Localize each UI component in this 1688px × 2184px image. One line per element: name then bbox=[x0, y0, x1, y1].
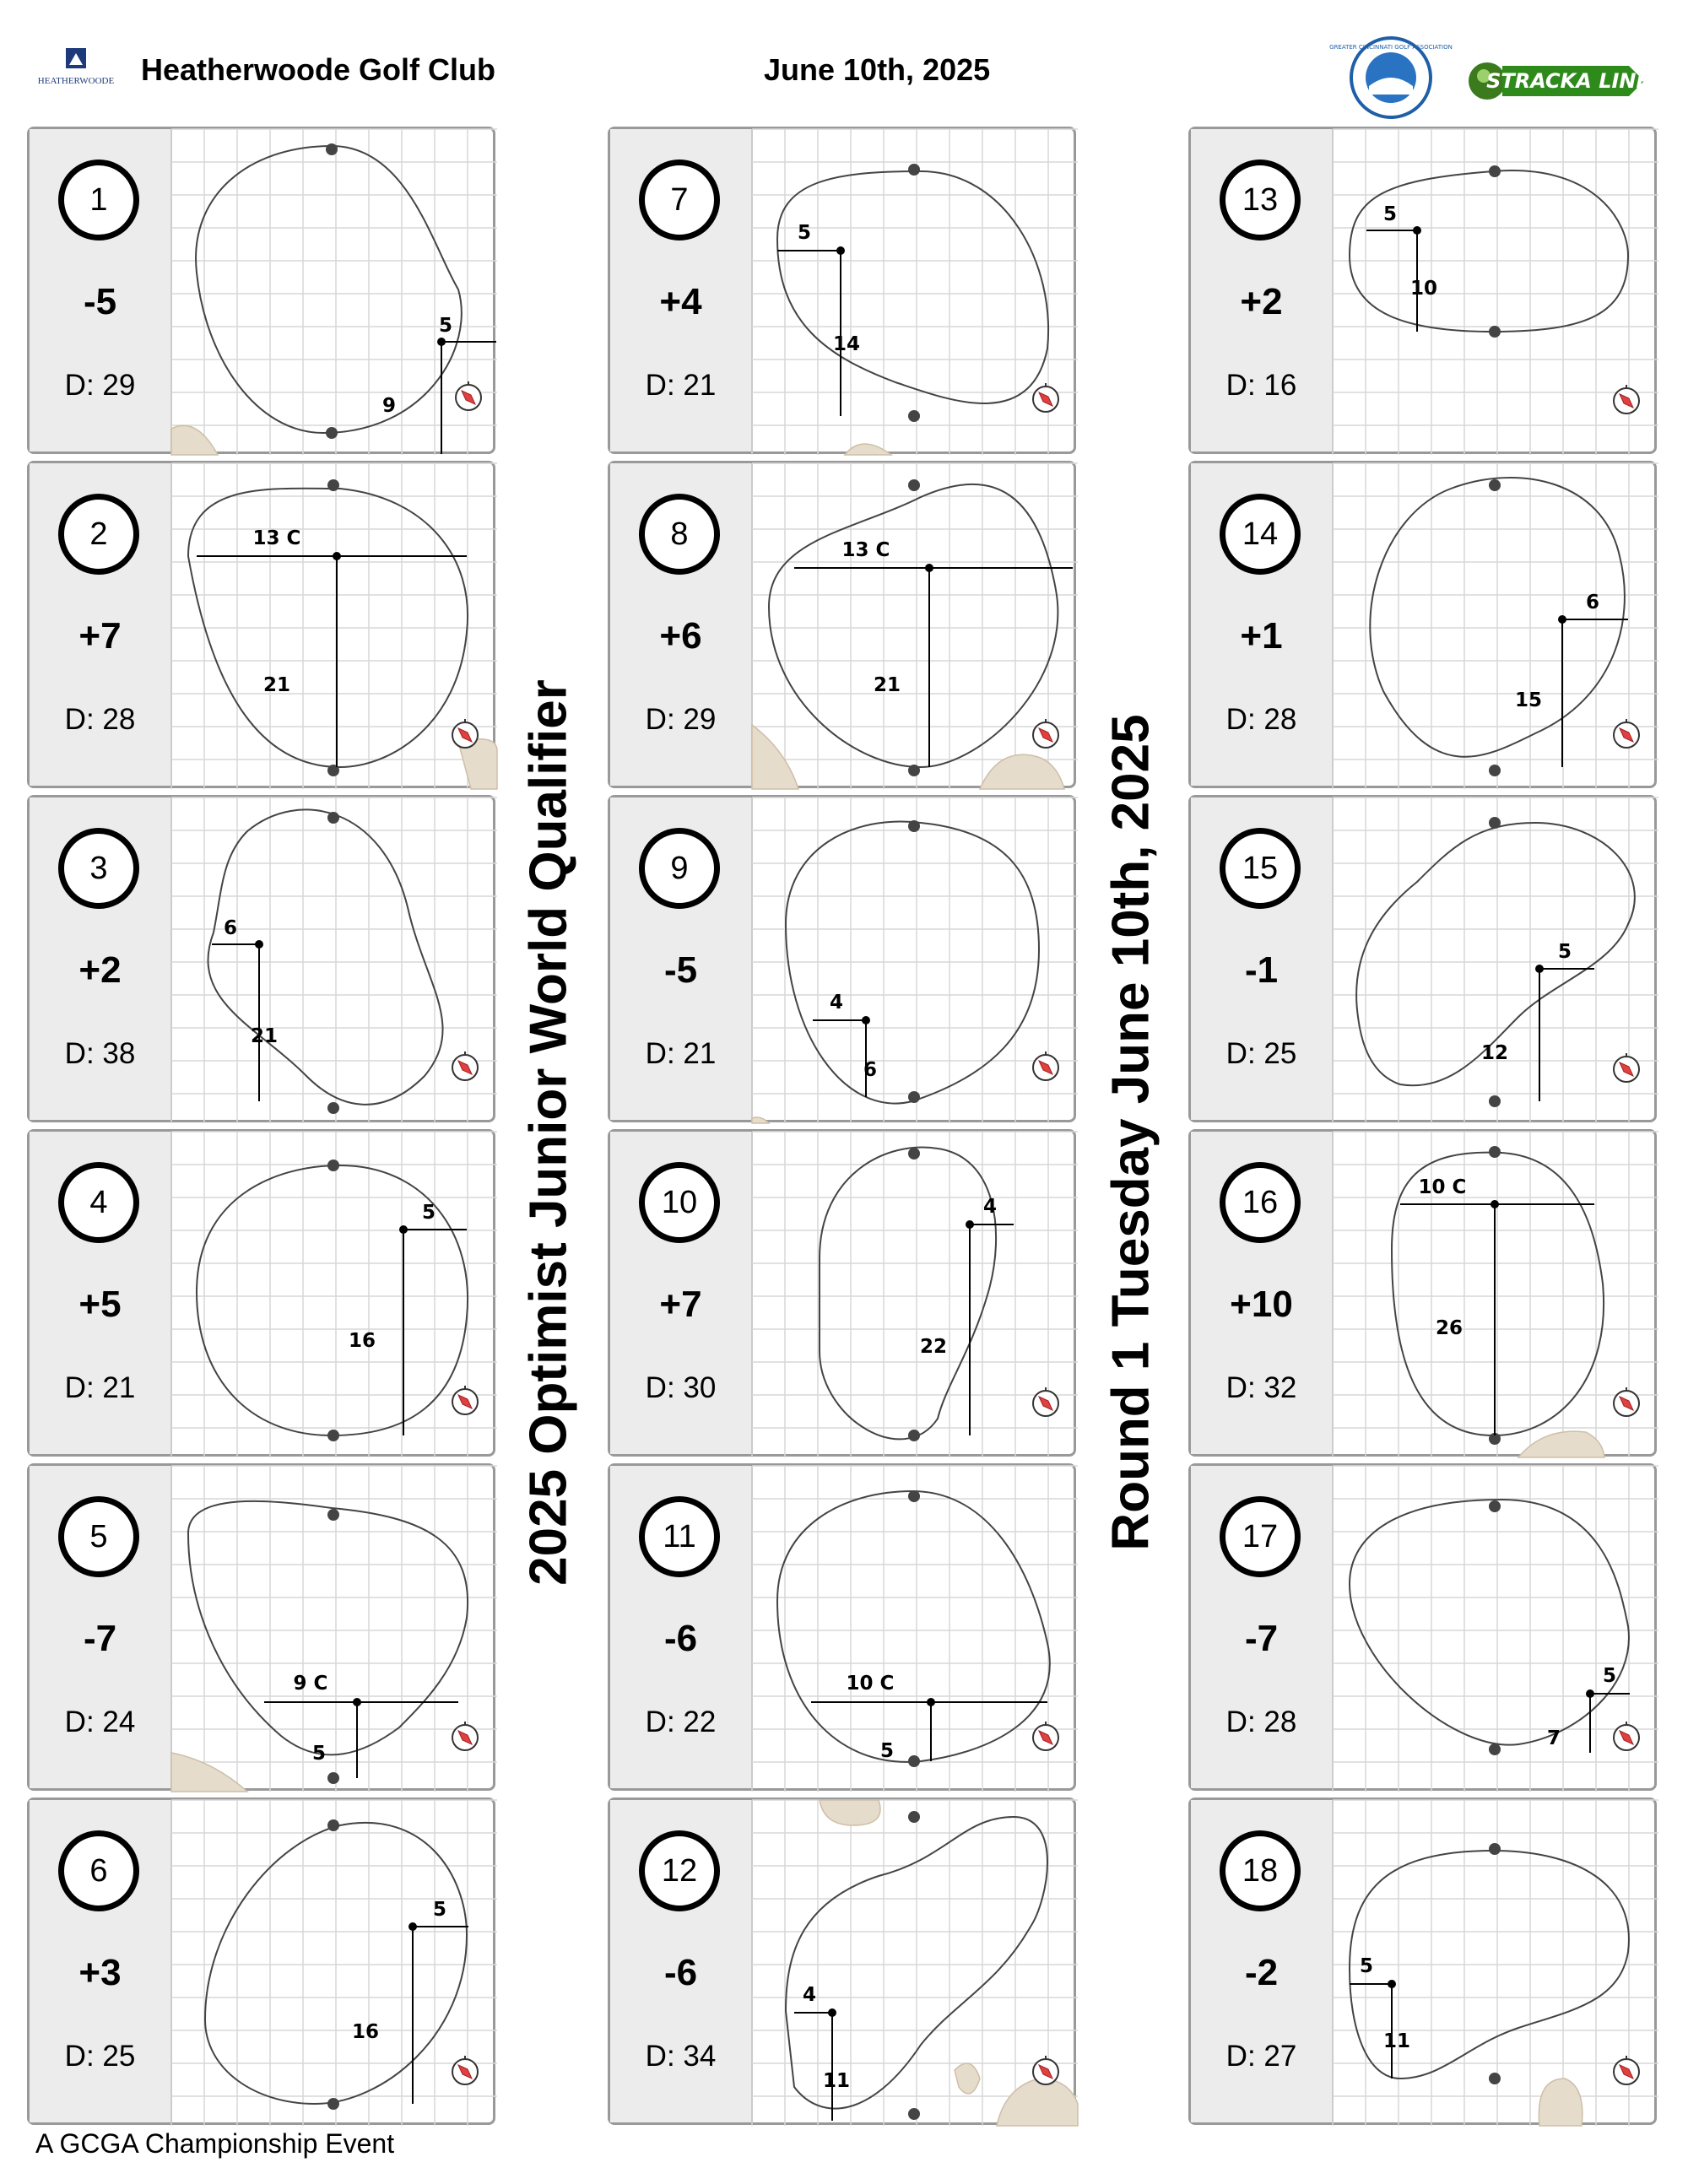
depth-distance-label: 22 bbox=[919, 1336, 948, 1358]
bunker bbox=[1539, 2079, 1582, 2126]
hole-number: 6 bbox=[58, 1830, 139, 1911]
bunker bbox=[171, 1753, 247, 1792]
front-marker bbox=[908, 1811, 920, 1823]
gcga-logo bbox=[1329, 35, 1453, 120]
pin-position bbox=[925, 564, 933, 572]
pin-position bbox=[1491, 1200, 1499, 1208]
compass-icon bbox=[1614, 1722, 1639, 1750]
pin-offset: +3 bbox=[78, 1952, 122, 1993]
heatherwoode-logo-text: HEATHERWOODE bbox=[37, 76, 115, 86]
green-depth: D: 27 bbox=[1225, 2040, 1297, 2073]
heatherwoode-logo bbox=[37, 46, 115, 97]
front-marker bbox=[1489, 479, 1501, 491]
compass-icon bbox=[1033, 383, 1058, 412]
side-distance-label: 10 C bbox=[1418, 1176, 1467, 1198]
hole-number: 13 bbox=[1220, 159, 1301, 241]
pin-offset: +4 bbox=[659, 281, 702, 322]
green-diagram bbox=[752, 1466, 1078, 1792]
depth-distance-label: 5 bbox=[879, 1740, 895, 1762]
green-diagram bbox=[1333, 1132, 1658, 1457]
hole-number: 9 bbox=[639, 828, 720, 909]
depth-distance-label: 16 bbox=[348, 1330, 376, 1352]
green-depth: D: 24 bbox=[64, 1706, 136, 1738]
compass-icon bbox=[1033, 1722, 1058, 1750]
green-grid bbox=[171, 1132, 497, 1457]
gcga-logo-text: GREATER CINCINNATI GOLF ASSOCIATION bbox=[1329, 44, 1453, 51]
green-diagram bbox=[752, 797, 1078, 1123]
back-marker bbox=[908, 2108, 920, 2120]
green-depth: D: 29 bbox=[64, 369, 136, 402]
hole-number: 2 bbox=[58, 494, 139, 575]
pin-position bbox=[399, 1225, 408, 1234]
back-marker bbox=[908, 410, 920, 422]
pin-position bbox=[1413, 226, 1421, 235]
green-grid bbox=[171, 129, 497, 455]
side-distance-label: 5 bbox=[1359, 1955, 1374, 1977]
green-grid bbox=[1333, 129, 1658, 455]
side-distance-label: 10 C bbox=[846, 1673, 895, 1695]
green-depth: D: 25 bbox=[64, 2040, 136, 2073]
front-marker bbox=[908, 1148, 920, 1160]
back-marker bbox=[1489, 1095, 1501, 1107]
green-diagram bbox=[171, 1132, 497, 1457]
hole-card bbox=[1188, 461, 1657, 788]
green-depth: D: 38 bbox=[64, 1037, 136, 1070]
pin-offset: +1 bbox=[1240, 615, 1283, 657]
pin-offset: +2 bbox=[78, 949, 122, 991]
front-marker bbox=[327, 1509, 339, 1521]
green-depth: D: 16 bbox=[1225, 369, 1297, 402]
hole-card bbox=[1188, 1463, 1657, 1791]
green-depth: D: 21 bbox=[645, 369, 717, 402]
green-diagram bbox=[171, 463, 497, 789]
back-marker bbox=[326, 427, 338, 439]
green-grid bbox=[752, 1132, 1078, 1457]
depth-distance-label: 15 bbox=[1514, 689, 1543, 711]
hole-card bbox=[608, 1463, 1076, 1791]
front-marker bbox=[1489, 817, 1501, 829]
green-outline bbox=[1350, 1500, 1629, 1745]
compass-icon bbox=[1614, 1053, 1639, 1082]
pin-position bbox=[966, 1220, 974, 1229]
pin-offset: +5 bbox=[78, 1284, 122, 1325]
hole-number: 16 bbox=[1220, 1162, 1301, 1243]
bunker bbox=[820, 1800, 880, 1825]
pin-offset: -6 bbox=[663, 1952, 698, 1993]
hole-info-panel bbox=[30, 1800, 172, 2122]
back-marker bbox=[908, 765, 920, 776]
front-marker bbox=[1489, 1500, 1501, 1512]
pin-position bbox=[927, 1698, 935, 1706]
hole-card bbox=[1188, 1797, 1657, 2125]
hole-card bbox=[27, 1129, 495, 1457]
depth-distance-label: 9 bbox=[381, 395, 397, 417]
side-distance-label: 9 C bbox=[293, 1673, 328, 1695]
pin-position bbox=[1388, 1980, 1396, 1988]
stracka-line-logo-text: STRACKA LINE bbox=[1486, 69, 1650, 93]
compass-icon bbox=[452, 2056, 478, 2084]
pin-position bbox=[437, 338, 446, 346]
pin-position bbox=[1558, 615, 1566, 624]
back-marker bbox=[908, 1430, 920, 1441]
side-distance-label: 5 bbox=[1382, 203, 1398, 225]
bunker bbox=[752, 1117, 769, 1123]
hole-info-panel bbox=[30, 1132, 172, 1454]
hole-number: 18 bbox=[1220, 1830, 1301, 1911]
green-outline bbox=[196, 146, 462, 433]
hole-number: 12 bbox=[639, 1830, 720, 1911]
hole-info-panel bbox=[1191, 463, 1334, 786]
green-depth: D: 21 bbox=[645, 1037, 717, 1070]
green-diagram bbox=[1333, 463, 1658, 789]
hole-number: 3 bbox=[58, 828, 139, 909]
pin-position bbox=[828, 2008, 836, 2017]
green-diagram bbox=[171, 797, 497, 1123]
back-marker bbox=[908, 1755, 920, 1767]
pin-position bbox=[408, 1922, 417, 1931]
green-diagram bbox=[752, 129, 1078, 455]
depth-distance-label: 5 bbox=[311, 1743, 327, 1765]
depth-distance-label: 26 bbox=[1435, 1317, 1463, 1339]
pin-offset: +7 bbox=[659, 1284, 702, 1325]
hole-info-panel bbox=[610, 797, 753, 1120]
front-marker bbox=[327, 479, 339, 491]
pin-offset: -6 bbox=[663, 1618, 698, 1659]
back-marker bbox=[327, 1772, 339, 1784]
depth-distance-label: 21 bbox=[250, 1025, 279, 1047]
green-grid bbox=[752, 797, 1078, 1123]
hole-number: 7 bbox=[639, 159, 720, 241]
front-marker bbox=[327, 812, 339, 824]
hole-card bbox=[27, 1797, 495, 2125]
depth-distance-label: 11 bbox=[1382, 2030, 1411, 2052]
side-distance-label: 13 C bbox=[252, 527, 301, 549]
hole-number: 1 bbox=[58, 159, 139, 241]
depth-distance-label: 21 bbox=[262, 674, 291, 696]
hole-number: 17 bbox=[1220, 1496, 1301, 1577]
hole-card bbox=[27, 127, 495, 454]
back-marker bbox=[1489, 326, 1501, 338]
hole-info-panel bbox=[30, 797, 172, 1120]
compass-icon bbox=[1033, 1387, 1058, 1416]
hole-card bbox=[608, 1129, 1076, 1457]
green-depth: D: 21 bbox=[64, 1371, 136, 1404]
hole-card bbox=[1188, 127, 1657, 454]
pin-position bbox=[333, 552, 341, 560]
hole-info-panel bbox=[610, 463, 753, 786]
compass-icon bbox=[456, 381, 481, 410]
depth-distance-label: 6 bbox=[863, 1059, 878, 1081]
front-marker bbox=[326, 143, 338, 155]
back-marker bbox=[1489, 765, 1501, 776]
hole-card bbox=[27, 1463, 495, 1791]
green-depth: D: 29 bbox=[645, 703, 717, 736]
pin-position bbox=[1586, 1689, 1594, 1698]
pin-offset: -7 bbox=[83, 1618, 117, 1659]
front-marker bbox=[1489, 1843, 1501, 1855]
compass-icon bbox=[1614, 1387, 1639, 1416]
side-distance-label: 5 bbox=[1557, 941, 1572, 963]
bunker bbox=[752, 725, 798, 789]
green-diagram bbox=[752, 463, 1078, 789]
hole-card bbox=[608, 1797, 1076, 2125]
hole-card bbox=[608, 795, 1076, 1122]
event-date: June 10th, 2025 bbox=[764, 52, 991, 87]
pin-offset: -5 bbox=[83, 281, 117, 322]
depth-distance-label: 12 bbox=[1480, 1042, 1509, 1064]
hole-number: 5 bbox=[58, 1496, 139, 1577]
side-distance-label: 6 bbox=[223, 917, 238, 939]
green-diagram bbox=[171, 1800, 497, 2126]
side-distance-label: 4 bbox=[802, 1984, 817, 2006]
compass-icon bbox=[452, 719, 478, 748]
side-distance-label: 4 bbox=[829, 992, 844, 1014]
compass-icon bbox=[452, 1386, 478, 1414]
back-marker bbox=[327, 1430, 339, 1441]
compass-icon bbox=[1033, 2056, 1058, 2084]
hole-card bbox=[608, 461, 1076, 788]
hole-card bbox=[1188, 795, 1657, 1122]
pin-position bbox=[255, 940, 263, 949]
hole-info-panel bbox=[1191, 797, 1334, 1120]
front-marker bbox=[908, 1490, 920, 1502]
bunker bbox=[1518, 1431, 1604, 1457]
pin-position bbox=[862, 1016, 870, 1024]
side-distance-label: 5 bbox=[421, 1202, 436, 1224]
hole-number: 4 bbox=[58, 1162, 139, 1243]
green-depth: D: 28 bbox=[1225, 1706, 1297, 1738]
compass-icon bbox=[1614, 719, 1639, 748]
club-name: Heatherwoode Golf Club bbox=[141, 52, 496, 87]
footer-text: A GCGA Championship Event bbox=[35, 2128, 395, 2159]
bunker bbox=[955, 2063, 980, 2094]
pin-offset: -7 bbox=[1244, 1618, 1279, 1659]
green-outline bbox=[769, 484, 1058, 767]
green-grid bbox=[1333, 1466, 1658, 1792]
front-marker bbox=[908, 164, 920, 176]
hole-info-panel bbox=[30, 463, 172, 786]
side-distance-label: 5 bbox=[432, 1899, 447, 1921]
hole-number: 14 bbox=[1220, 494, 1301, 575]
pin-position bbox=[353, 1698, 361, 1706]
green-diagram bbox=[1333, 1800, 1658, 2126]
green-depth: D: 30 bbox=[645, 1371, 717, 1404]
hole-number: 11 bbox=[639, 1496, 720, 1577]
event-title-vertical: 2025 Optimist Junior World Qualifier bbox=[519, 679, 578, 1586]
compass-icon bbox=[1033, 1051, 1058, 1080]
bunker bbox=[997, 2079, 1078, 2126]
hole-info-panel bbox=[610, 129, 753, 451]
hole-number: 15 bbox=[1220, 828, 1301, 909]
green-depth: D: 28 bbox=[1225, 703, 1297, 736]
green-depth: D: 28 bbox=[64, 703, 136, 736]
front-marker bbox=[908, 820, 920, 832]
hole-info-panel bbox=[1191, 1800, 1334, 2122]
round-title-vertical: Round 1 Tuesday June 10th, 2025 bbox=[1101, 714, 1160, 1551]
compass-icon bbox=[452, 1722, 478, 1750]
hole-card bbox=[1188, 1129, 1657, 1457]
front-marker bbox=[1489, 1146, 1501, 1158]
hole-card bbox=[608, 127, 1076, 454]
pin-offset: +6 bbox=[659, 615, 702, 657]
pin-offset: -2 bbox=[1244, 1952, 1279, 1993]
compass-icon bbox=[1614, 385, 1639, 414]
hole-info-panel bbox=[1191, 129, 1334, 451]
depth-distance-label: 7 bbox=[1546, 1727, 1561, 1749]
compass-icon bbox=[452, 1051, 478, 1080]
depth-distance-label: 14 bbox=[832, 333, 861, 355]
side-distance-label: 6 bbox=[1585, 592, 1600, 614]
depth-distance-label: 21 bbox=[873, 674, 901, 696]
front-marker bbox=[908, 479, 920, 491]
green-diagram bbox=[1333, 1466, 1658, 1792]
back-marker bbox=[908, 1091, 920, 1103]
hole-info-panel bbox=[610, 1132, 753, 1454]
green-depth: D: 22 bbox=[645, 1706, 717, 1738]
hole-info-panel bbox=[1191, 1466, 1334, 1788]
pin-offset: +7 bbox=[78, 615, 122, 657]
green-grid bbox=[171, 797, 497, 1123]
green-grid bbox=[752, 1800, 1078, 2126]
hole-info-panel bbox=[610, 1466, 753, 1788]
green-depth: D: 25 bbox=[1225, 1037, 1297, 1070]
stracka-line-logo bbox=[1460, 51, 1650, 110]
green-grid bbox=[752, 1466, 1078, 1792]
pin-offset: +10 bbox=[1230, 1284, 1293, 1325]
green-diagram bbox=[171, 1466, 497, 1792]
green-grid bbox=[171, 463, 497, 789]
front-marker bbox=[1489, 165, 1501, 177]
green-depth: D: 32 bbox=[1225, 1371, 1297, 1404]
hole-info-panel bbox=[30, 1466, 172, 1788]
depth-distance-label: 10 bbox=[1409, 278, 1438, 300]
compass-icon bbox=[1033, 719, 1058, 748]
side-distance-label: 5 bbox=[1602, 1665, 1617, 1687]
pin-offset: -5 bbox=[663, 949, 698, 991]
green-depth: D: 34 bbox=[645, 2040, 717, 2073]
hole-card bbox=[27, 461, 495, 788]
side-distance-label: 5 bbox=[438, 315, 453, 337]
back-marker bbox=[327, 2098, 339, 2110]
green-diagram bbox=[1333, 129, 1658, 455]
front-marker bbox=[327, 1819, 339, 1831]
green-grid bbox=[1333, 463, 1658, 789]
front-marker bbox=[327, 1160, 339, 1171]
back-marker bbox=[1489, 2073, 1501, 2084]
hole-card bbox=[27, 795, 495, 1122]
hole-info-panel bbox=[610, 1800, 753, 2122]
depth-distance-label: 16 bbox=[351, 2021, 380, 2043]
side-distance-label: 13 C bbox=[841, 539, 890, 561]
depth-distance-label: 11 bbox=[822, 2070, 851, 2092]
side-distance-label: 5 bbox=[797, 222, 812, 244]
hole-number: 8 bbox=[639, 494, 720, 575]
pin-position bbox=[836, 246, 845, 255]
green-diagram bbox=[752, 1800, 1078, 2126]
green-grid bbox=[752, 129, 1078, 455]
green-outline bbox=[188, 1501, 468, 1755]
green-diagram bbox=[752, 1132, 1078, 1457]
compass-icon bbox=[1614, 2056, 1639, 2084]
hole-number: 10 bbox=[639, 1162, 720, 1243]
green-grid bbox=[752, 463, 1078, 789]
hole-info-panel bbox=[1191, 1132, 1334, 1454]
bunker bbox=[171, 425, 218, 455]
green-grid bbox=[171, 1800, 497, 2126]
side-distance-label: 4 bbox=[982, 1196, 998, 1218]
green-diagram bbox=[171, 129, 497, 455]
back-marker bbox=[327, 1102, 339, 1114]
pin-offset: +2 bbox=[1240, 281, 1283, 322]
hole-info-panel bbox=[30, 129, 172, 451]
green-diagram bbox=[1333, 797, 1658, 1123]
back-marker bbox=[1489, 1743, 1501, 1755]
pin-offset: -1 bbox=[1244, 949, 1279, 991]
pin-position bbox=[1535, 965, 1544, 973]
